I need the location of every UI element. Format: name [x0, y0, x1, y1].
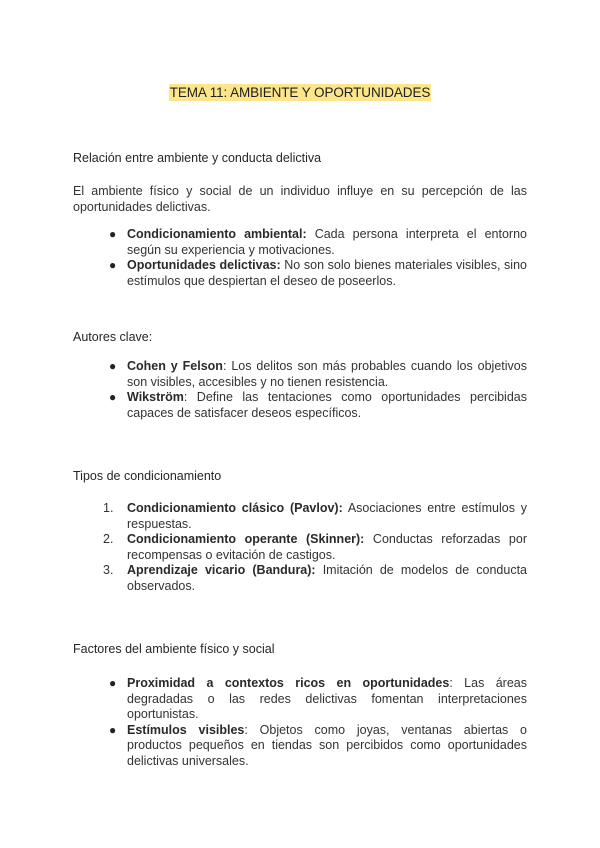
- list-item-text: Imitación de modelos de conducta observados.: [127, 563, 528, 593]
- numbered-list-tipos: [73, 501, 527, 594]
- list-item: [73, 501, 527, 532]
- list-item-term: Condicionamiento clásico (Pavlov):: [127, 501, 343, 515]
- list-item-term: Proximidad a contextos ricos en oportunidades: [127, 676, 450, 690]
- list-item-number: 2.: [103, 532, 114, 546]
- list-item-text: Cada persona interpreta el entorno según su experiencia y motivaciones.: [127, 227, 527, 257]
- bullet-icon: ●: [109, 722, 117, 737]
- list-item-term: Estímulos visibles: [127, 722, 245, 737]
- list-item-term: Aprendizaje vicario (Bandura):: [127, 563, 316, 577]
- bullet-list-relacion: [73, 227, 527, 289]
- list-item: [73, 676, 527, 723]
- list-item-text: No son solo bienes materiales visibles, sino estímulos que despiertan el deseo de poseerlos.: [127, 258, 527, 288]
- list-item-text: : Define las tentaciones como oportunidades percibidas capaces de satisfacer deseos específicos.: [127, 390, 527, 420]
- list-item: [73, 390, 527, 421]
- list-item-text: Asociaciones entre estímulos y respuestas.: [127, 501, 528, 531]
- bullet-list-factores: [73, 676, 527, 769]
- list-item-text: : Los delitos son más probables cuando los objetivos son visibles, accesibles y no tienen resistencia.: [127, 359, 527, 389]
- bullet-icon: ●: [109, 390, 117, 404]
- bullet-icon: ●: [109, 258, 117, 272]
- section-heading-relacion: Relación entre ambiente y conducta delictiva: [73, 151, 322, 165]
- list-item: [73, 532, 527, 563]
- list-item-term: Cohen y Felson: [127, 359, 223, 373]
- section-paragraph-relacion: El ambiente físico y social de un individuo influye en su percepción de las oportunidades delictivas.: [73, 184, 527, 214]
- section-heading-factores: Factores del ambiente físico y social: [73, 642, 275, 656]
- list-item-number: 3.: [103, 563, 114, 577]
- list-item: [73, 359, 527, 390]
- list-item-text: : Las áreas degradadas o las redes delictivas fomentan interpretaciones oportunistas.: [127, 676, 527, 721]
- section-heading-autores: Autores clave:: [73, 330, 153, 344]
- list-item-text: Conductas reforzadas por recompensas o evitación de castigos.: [127, 532, 527, 562]
- page-title: TEMA 11: AMBIENTE Y OPORTUNIDADES: [169, 85, 431, 100]
- list-item: [73, 227, 527, 258]
- bullet-icon: ●: [109, 359, 117, 373]
- list-item-term: Condicionamiento operante (Skinner):: [127, 532, 365, 546]
- list-item: [73, 563, 527, 594]
- list-item-term: Condicionamiento ambiental:: [127, 227, 307, 241]
- list-item: [73, 258, 527, 289]
- bullet-icon: ●: [109, 227, 117, 241]
- list-item: [73, 723, 527, 770]
- list-item-text: : Objetos como joyas, ventanas abiertas o productos pequeños en tiendas son percibidos como oportunidades delictivas universales.: [127, 722, 528, 768]
- list-item-term: Wikström: [127, 390, 184, 404]
- section-heading-tipos: Tipos de condicionamiento: [73, 469, 222, 483]
- list-item-number: 1.: [103, 501, 114, 515]
- bullet-icon: ●: [109, 676, 117, 690]
- bullet-list-autores: [73, 359, 527, 421]
- title-wrap: [0, 84, 600, 102]
- list-item-term: Oportunidades delictivas:: [127, 258, 281, 272]
